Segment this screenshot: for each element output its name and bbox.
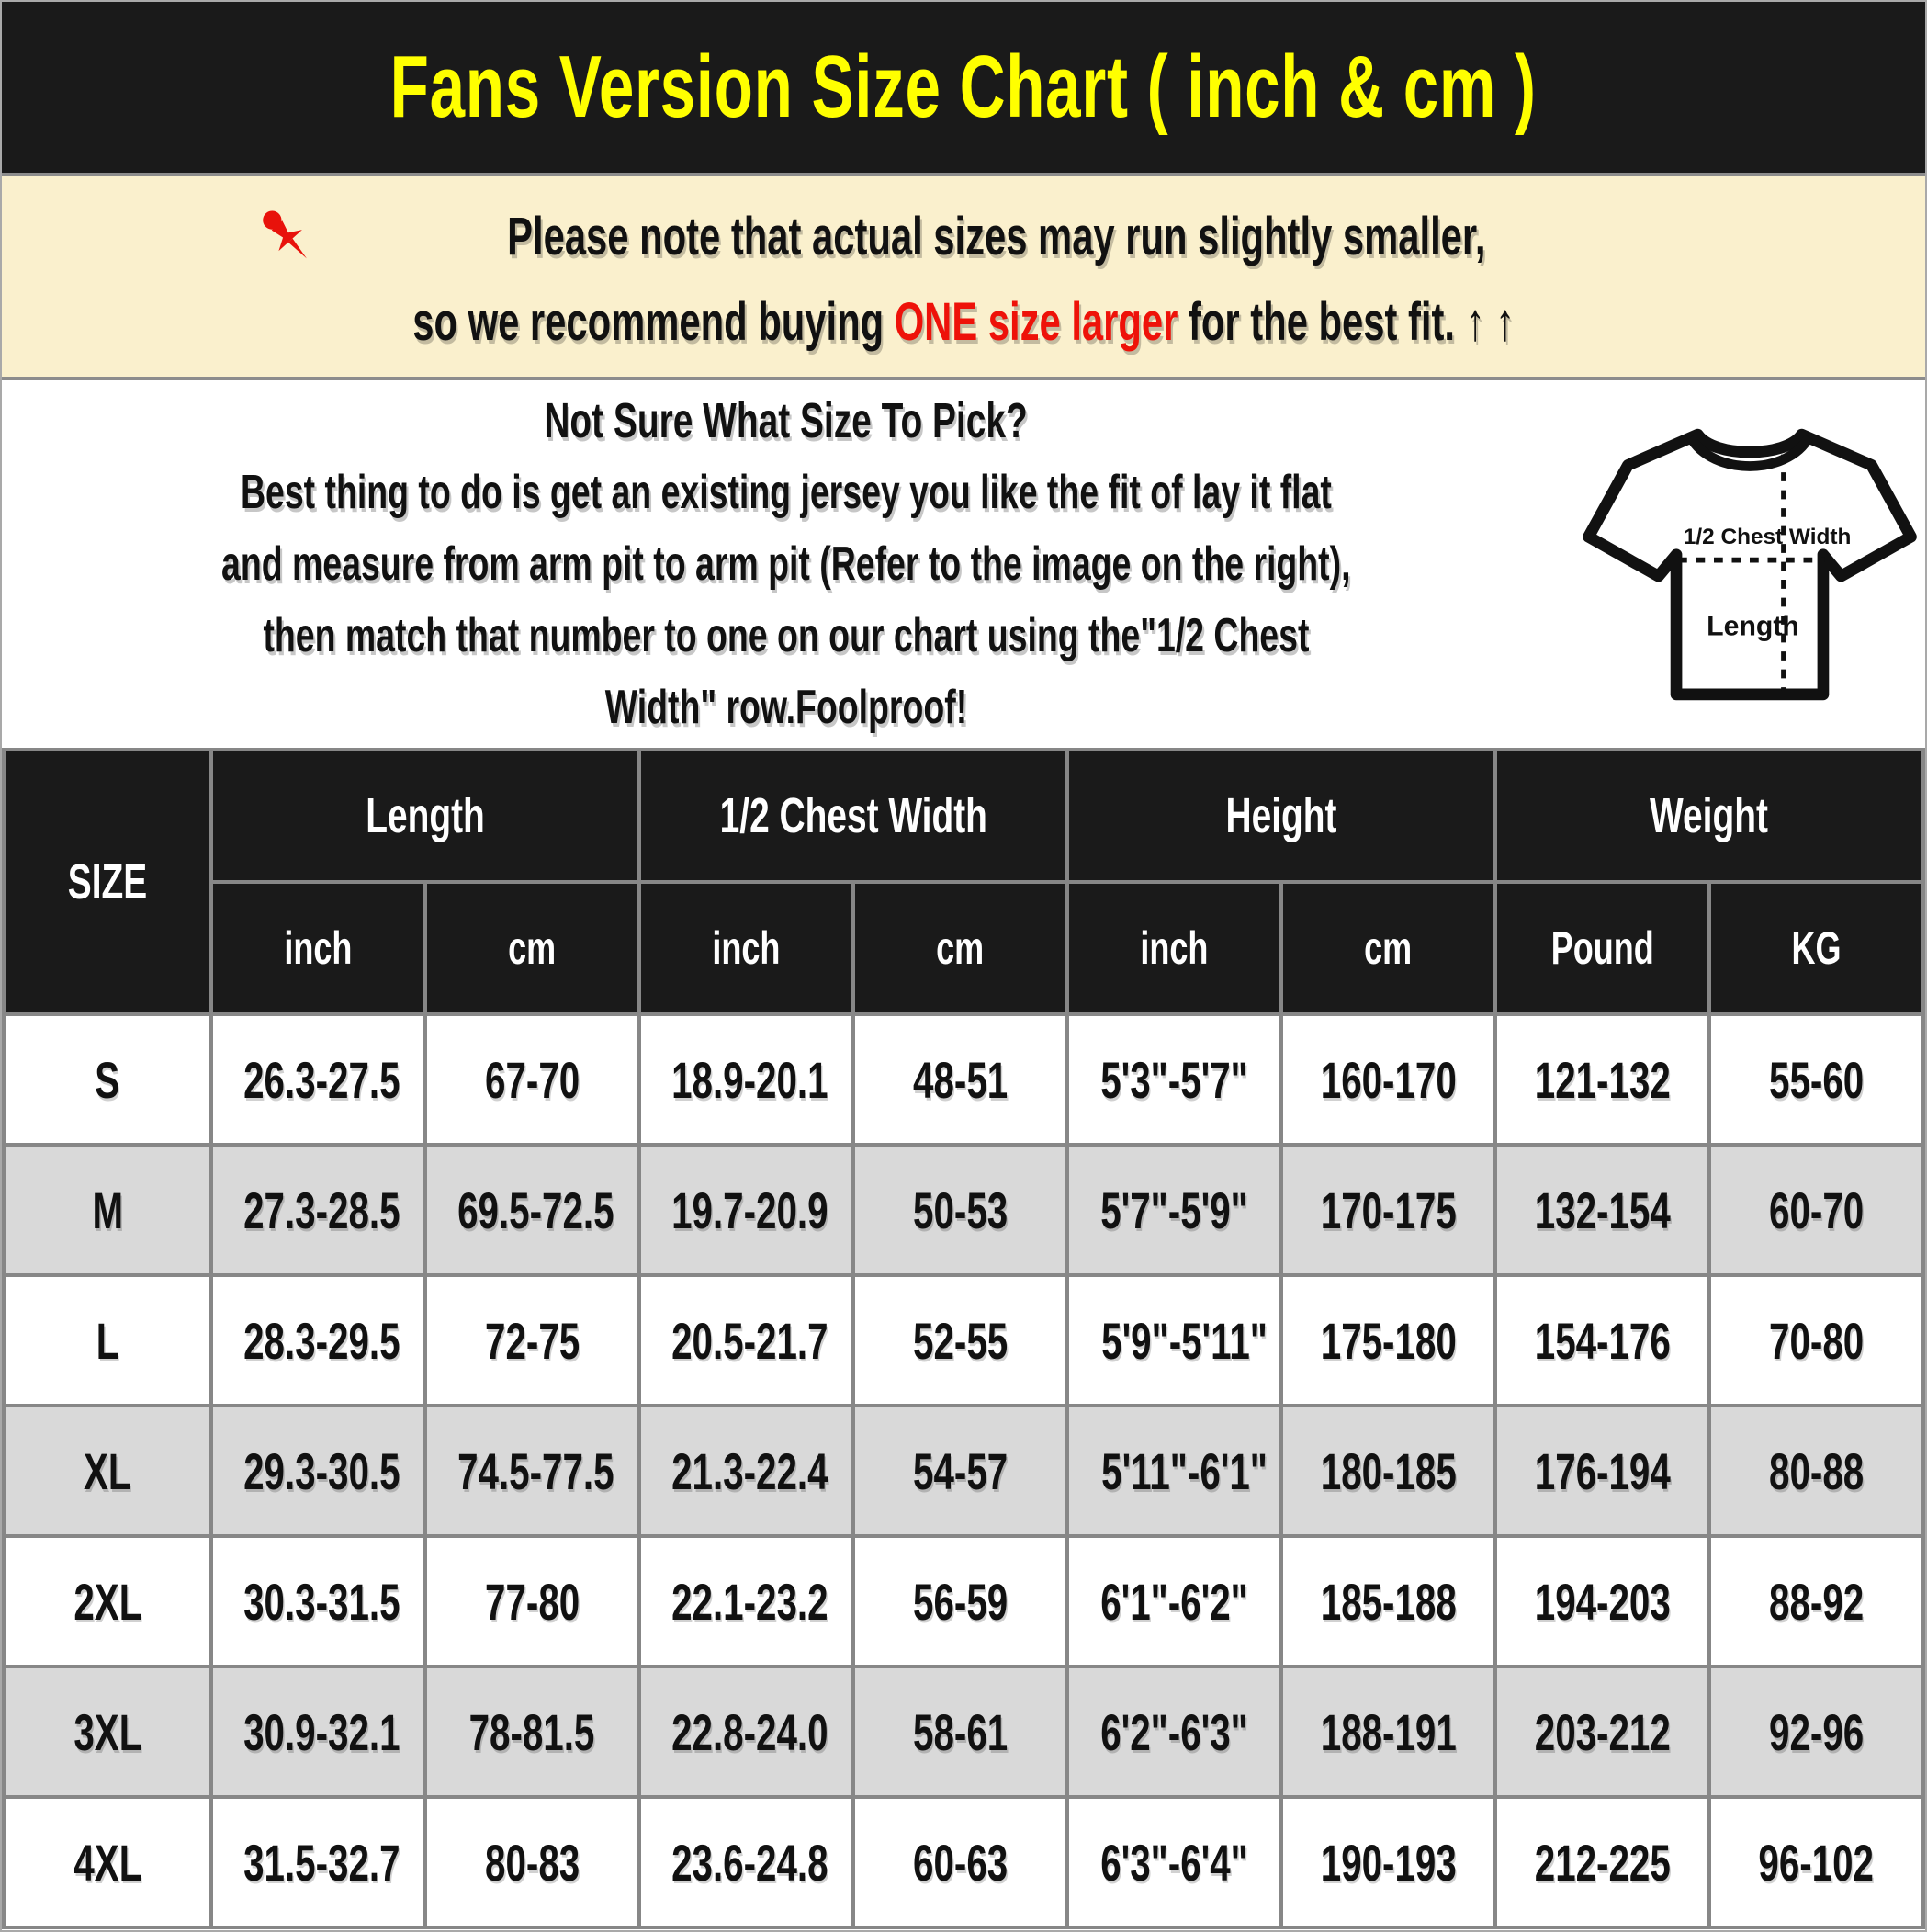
notice-text-2-prefix: so we recommend buying bbox=[412, 291, 895, 352]
cell-height-cm: 185-188 bbox=[1281, 1536, 1495, 1666]
cell-chest-cm: 58-61 bbox=[853, 1666, 1067, 1797]
cell-length-cm: 67-70 bbox=[425, 1014, 639, 1145]
cell-chest-inch: 20.5-21.7 bbox=[639, 1275, 853, 1406]
cell-size: 3XL bbox=[4, 1666, 211, 1797]
cell-height-cm: 160-170 bbox=[1281, 1014, 1495, 1145]
col-header-height-cm: cm bbox=[1281, 882, 1495, 1014]
notice-banner bbox=[2, 176, 1925, 380]
cell-length-inch: 29.3-30.5 bbox=[211, 1406, 425, 1536]
notice-text-1: Please note that actual sizes may run slightly smaller, bbox=[507, 206, 1486, 266]
table-row-s bbox=[4, 1014, 1923, 1145]
col-header-height-inch: inch bbox=[1067, 882, 1281, 1014]
notice-line-2 bbox=[198, 291, 1729, 353]
cell-chest-inch: 18.9-20.1 bbox=[639, 1014, 853, 1145]
guide-line: Best thing to do is get an existing jersey you like the fit of lay it flat bbox=[240, 466, 1332, 519]
cell-chest-inch: 23.6-24.8 bbox=[639, 1797, 853, 1927]
col-header-size: SIZE bbox=[4, 750, 211, 1014]
cell-weight-pound: 121-132 bbox=[1495, 1014, 1709, 1145]
cell-size: M bbox=[4, 1145, 211, 1275]
cell-weight-kg: 55-60 bbox=[1709, 1014, 1923, 1145]
guide-heading: Not Sure What Size To Pick? bbox=[544, 393, 1028, 448]
col-header-weight-pound: Pound bbox=[1495, 882, 1709, 1014]
col-header-weight-kg: KG bbox=[1709, 882, 1923, 1014]
cell-weight-kg: 60-70 bbox=[1709, 1145, 1923, 1275]
cell-chest-inch: 22.8-24.0 bbox=[639, 1666, 853, 1797]
cell-weight-pound: 132-154 bbox=[1495, 1145, 1709, 1275]
cell-height-cm: 188-191 bbox=[1281, 1666, 1495, 1797]
size-table bbox=[2, 748, 1925, 1929]
cell-chest-cm: 52-55 bbox=[853, 1275, 1067, 1406]
cell-height-inch: 6'1"-6'2" bbox=[1067, 1536, 1281, 1666]
cell-size: XL bbox=[4, 1406, 211, 1536]
cell-length-cm: 78-81.5 bbox=[425, 1666, 639, 1797]
cell-length-inch: 31.5-32.7 bbox=[211, 1797, 425, 1927]
cell-chest-cm: 60-63 bbox=[853, 1797, 1067, 1927]
col-header-length-inch: inch bbox=[211, 882, 425, 1014]
cell-weight-kg: 80-88 bbox=[1709, 1406, 1923, 1536]
cell-weight-pound: 176-194 bbox=[1495, 1406, 1709, 1536]
col-header-chest-inch: inch bbox=[639, 882, 853, 1014]
cell-size: 4XL bbox=[4, 1797, 211, 1927]
cell-size: L bbox=[4, 1275, 211, 1406]
sizing-guide-section bbox=[2, 380, 1925, 748]
cell-height-inch: 6'3"-6'4" bbox=[1067, 1797, 1281, 1927]
table-row-4xl bbox=[4, 1797, 1923, 1927]
col-header-chest-cm: cm bbox=[853, 882, 1067, 1014]
cell-chest-inch: 21.3-22.4 bbox=[639, 1406, 853, 1536]
table-row-2xl bbox=[4, 1536, 1923, 1666]
cell-chest-inch: 19.7-20.9 bbox=[639, 1145, 853, 1275]
cell-length-inch: 30.3-31.5 bbox=[211, 1536, 425, 1666]
table-row-xl bbox=[4, 1406, 1923, 1536]
cell-weight-pound: 212-225 bbox=[1495, 1797, 1709, 1927]
cell-length-inch: 26.3-27.5 bbox=[211, 1014, 425, 1145]
cell-length-inch: 27.3-28.5 bbox=[211, 1145, 425, 1275]
cell-length-cm: 77-80 bbox=[425, 1536, 639, 1666]
cell-chest-cm: 54-57 bbox=[853, 1406, 1067, 1536]
notice-text-2 bbox=[412, 291, 1515, 353]
cell-height-cm: 180-185 bbox=[1281, 1406, 1495, 1536]
col-group-chest-width: 1/2 Chest Width bbox=[639, 750, 1067, 882]
cell-height-cm: 175-180 bbox=[1281, 1275, 1495, 1406]
guide-line: then match that number to one on our chart using the"1/2 Chest bbox=[263, 609, 1310, 662]
tshirt-diagram bbox=[1571, 380, 1927, 748]
notice-highlight: ONE size larger bbox=[894, 291, 1178, 352]
title-bar bbox=[2, 2, 1925, 176]
cell-weight-kg: 92-96 bbox=[1709, 1666, 1923, 1797]
guide-line: and measure from arm pit to arm pit (Refer to the image on the right), bbox=[221, 537, 1351, 591]
sizing-guide-text bbox=[2, 380, 1571, 748]
cell-length-inch: 30.9-32.1 bbox=[211, 1666, 425, 1797]
page-title: Fans Version Size Chart ( inch & cm ) bbox=[389, 38, 1538, 136]
cell-height-inch: 5'9"-5'11" bbox=[1067, 1275, 1281, 1406]
table-row-l bbox=[4, 1275, 1923, 1406]
length-label: Length bbox=[1706, 611, 1799, 642]
table-row-3xl bbox=[4, 1666, 1923, 1797]
notice-text-2-suffix: for the best fit. ↑ ↑ bbox=[1178, 291, 1515, 352]
cell-length-inch: 28.3-29.5 bbox=[211, 1275, 425, 1406]
cell-size: S bbox=[4, 1014, 211, 1145]
cell-height-cm: 190-193 bbox=[1281, 1797, 1495, 1927]
pushpin-icon bbox=[251, 200, 322, 272]
col-group-weight: Weight bbox=[1495, 750, 1923, 882]
col-group-length: Length bbox=[211, 750, 639, 882]
cell-height-cm: 170-175 bbox=[1281, 1145, 1495, 1275]
cell-chest-inch: 22.1-23.2 bbox=[639, 1536, 853, 1666]
cell-chest-cm: 50-53 bbox=[853, 1145, 1067, 1275]
cell-length-cm: 74.5-77.5 bbox=[425, 1406, 639, 1536]
col-header-length-cm: cm bbox=[425, 882, 639, 1014]
cell-length-cm: 72-75 bbox=[425, 1275, 639, 1406]
table-row-m bbox=[4, 1145, 1923, 1275]
cell-weight-pound: 194-203 bbox=[1495, 1536, 1709, 1666]
cell-size: 2XL bbox=[4, 1536, 211, 1666]
cell-height-inch: 5'7"-5'9" bbox=[1067, 1145, 1281, 1275]
col-group-height: Height bbox=[1067, 750, 1495, 882]
notice-line-1 bbox=[251, 200, 1676, 272]
cell-length-cm: 80-83 bbox=[425, 1797, 639, 1927]
tshirt-icon bbox=[1571, 399, 1927, 729]
cell-weight-kg: 70-80 bbox=[1709, 1275, 1923, 1406]
cell-chest-cm: 56-59 bbox=[853, 1536, 1067, 1666]
cell-weight-kg: 96-102 bbox=[1709, 1797, 1923, 1927]
cell-height-inch: 5'11"-6'1" bbox=[1067, 1406, 1281, 1536]
cell-chest-cm: 48-51 bbox=[853, 1014, 1067, 1145]
cell-height-inch: 6'2"-6'3" bbox=[1067, 1666, 1281, 1797]
header-group-row bbox=[4, 750, 1923, 882]
guide-line: Width" row.Foolproof! bbox=[604, 681, 968, 734]
cell-length-cm: 69.5-72.5 bbox=[425, 1145, 639, 1275]
cell-weight-pound: 203-212 bbox=[1495, 1666, 1709, 1797]
cell-weight-pound: 154-176 bbox=[1495, 1275, 1709, 1406]
chest-width-label: 1/2 Chest Width bbox=[1683, 525, 1851, 550]
cell-weight-kg: 88-92 bbox=[1709, 1536, 1923, 1666]
header-unit-row bbox=[4, 882, 1923, 1014]
cell-height-inch: 5'3"-5'7" bbox=[1067, 1014, 1281, 1145]
